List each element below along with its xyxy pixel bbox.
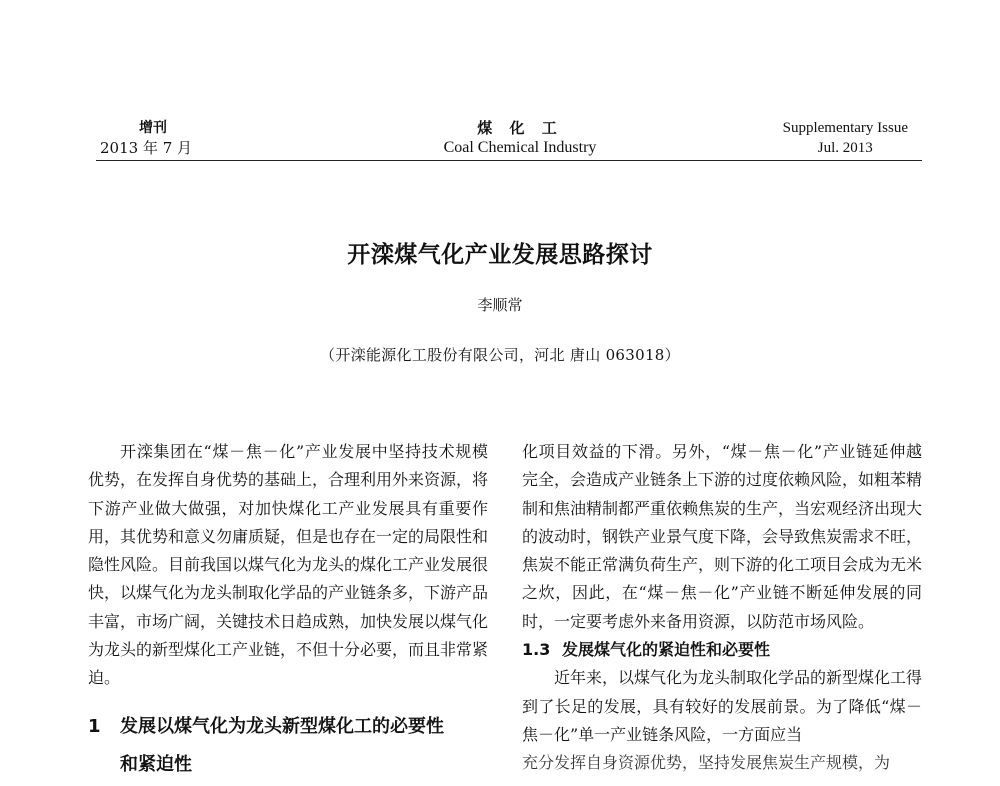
article-title: 开滦煤气化产业发展思路探讨: [347, 242, 653, 268]
cut-off-line: 充分发挥自身资源优势，坚持发展焦炭生产规模，为: [522, 753, 891, 773]
header-issue-label: 增刊: [139, 120, 168, 136]
subsection-number: 1.3: [522, 640, 551, 660]
header-date-cn: 2013 年 7 月: [100, 139, 193, 157]
section-1-title-line1: 发展以煤气化为龙头新型煤化工的必要性: [120, 716, 444, 737]
journal-name-cn: 煤 化 工: [477, 119, 563, 137]
running-header-center: [360, 118, 680, 158]
author-affiliation: （开滦能源化工股份有限公司，河北 唐山 063018）: [320, 346, 680, 364]
intro-paragraph: 开滦集团在“煤－焦－化”产业发展中坚持技术规模优势，在发挥自身优势的基础上，合理利用外来资源，将下游产业做大做强，对加快煤化工产业发展具有重要作用，其优势和意义勿庸质疑，但是也存在一定的局限性和隐性风险。目前我国以煤气化为龙头的煤化工产业发展很快，以煤气化为龙头制取化学品的产业链条多，下游产品丰富，市场广阔，关键技术日趋成熟，加快发展以煤气化为龙头的新型煤化工产业链，不但十分必要，而且非常紧迫。: [88, 442, 489, 688]
running-header-right: [783, 118, 908, 158]
subsection-paragraph: 近年来，以煤气化为龙头制取化学品的新型煤化工得到了长足的发展，具有较好的发展前景。为了降低“煤－焦－化”单一产业链条风险，一方面应当: [522, 668, 923, 744]
left-column: [88, 438, 488, 693]
section-1-heading: [88, 708, 508, 784]
section-1-title-line2: 和紧迫性: [120, 754, 192, 775]
section-1-number: 1: [88, 716, 101, 737]
running-header-left: [100, 118, 192, 158]
continued-paragraph: 化项目效益的下滑。另外，“煤－焦－化”产业链延伸越完全，会造成产业链条上下游的过度依赖风险，如粗苯精制和焦油精制都严重依赖焦炭的生产，当宏观经济出现大的波动时，钢铁产业景气度下降，会导致焦炭需求不旺，焦炭不能正常满负荷生产，则下游的化工项目会成为无米之炊，因此，在“煤－焦－化”产业链不断延伸发展的同时，一定要考虑外来备用资源，以防范市场风险。: [522, 442, 923, 631]
header-rule: [96, 160, 922, 161]
right-column: [522, 438, 922, 778]
article-author: 李顺常: [477, 296, 523, 314]
header-issue-en: Supplementary Issue: [782, 120, 908, 136]
subsection-1-3-heading: [522, 636, 922, 664]
journal-name-en: Coal Chemical Industry: [443, 139, 597, 156]
header-date-en: Jul. 2013: [817, 140, 873, 156]
subsection-title: 发展煤气化的紧迫性和必要性: [562, 640, 771, 660]
